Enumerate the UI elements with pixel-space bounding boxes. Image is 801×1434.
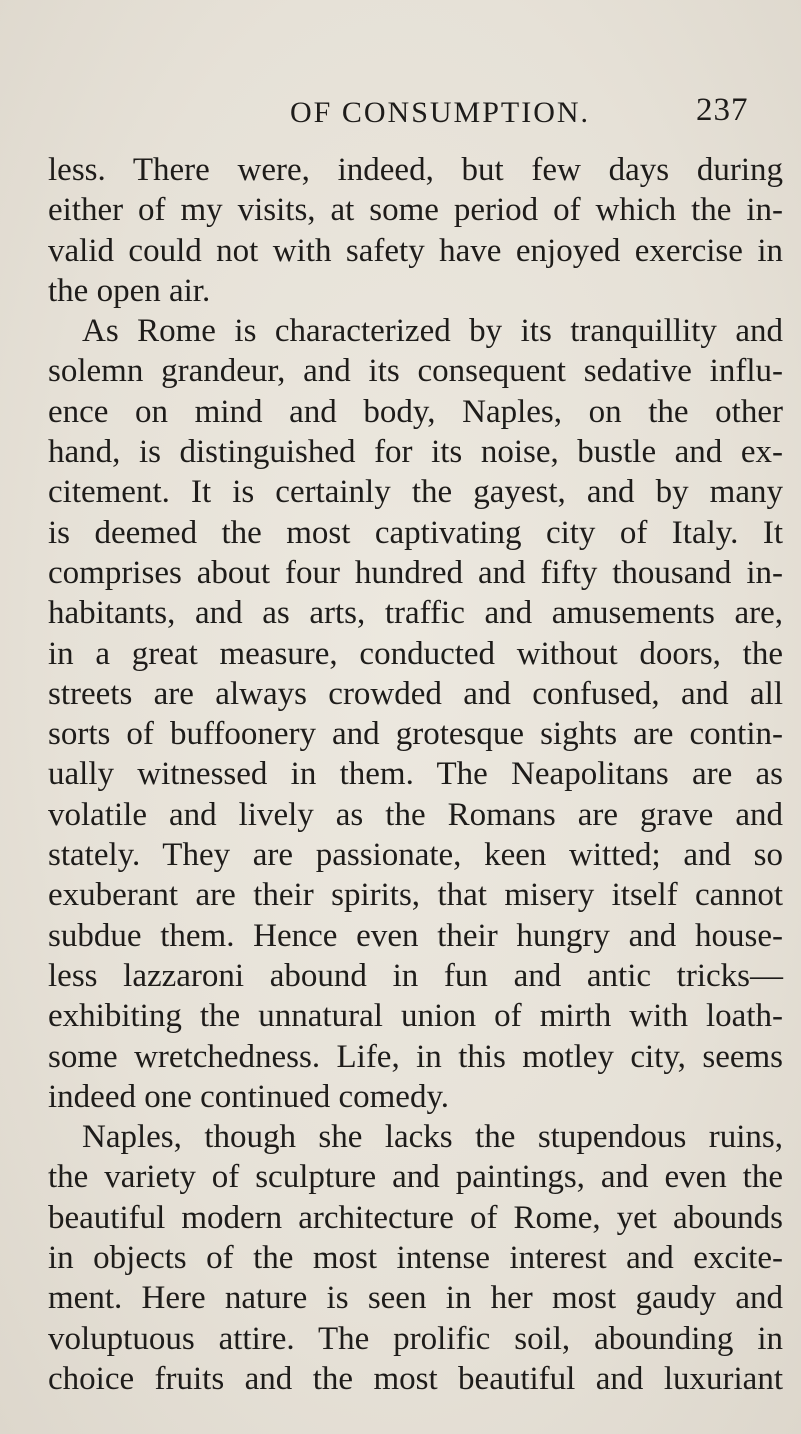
text-line: less lazzaroni abound in fun and antic tricks— <box>48 957 783 994</box>
text-line: As Rome is characterized by its tranquillity and <box>82 313 783 350</box>
text-line: choice fruits and the most beautiful and luxuriant <box>48 1360 783 1397</box>
text-line: hand, is distinguished for its noise, bustle and ex- <box>48 434 783 471</box>
text-line: some wretchedness. Life, in this motley city, seems <box>48 1038 783 1075</box>
text-line: exhibiting the unnatural union of mirth with loath- <box>48 998 783 1035</box>
text-line: either of my visits, at some period of which the in- <box>48 192 783 229</box>
page-number: 237 <box>696 92 749 128</box>
text-line: streets are always crowded and confused, and all <box>48 675 783 712</box>
text-line: subdue them. Hence even their hungry and house- <box>48 917 783 954</box>
text-line: solemn grandeur, and its consequent sedative influ- <box>48 353 783 390</box>
text-line: exuberant are their spirits, that misery itself cannot <box>48 877 783 914</box>
text-line: ence on mind and body, Naples, on the other <box>48 393 783 430</box>
text-line: is deemed the most captivating city of Italy. It <box>48 514 783 551</box>
text-line: the variety of sculpture and paintings, and even the <box>48 1159 783 1196</box>
text-line: ually witnessed in them. The Neapolitans are as <box>48 756 783 793</box>
text-line: beautiful modern architecture of Rome, yet abounds <box>48 1199 783 1236</box>
text-line: stately. They are passionate, keen witted; and so <box>48 837 783 874</box>
text-line: less. There were, indeed, but few days during <box>48 152 783 188</box>
text-line: ment. Here nature is seen in her most gaudy and <box>48 1280 783 1317</box>
text-line: indeed one continued comedy. <box>48 1078 450 1115</box>
running-header: OF CONSUMPTION. <box>290 96 591 129</box>
text-line: voluptuous attire. The prolific soil, abounding in <box>48 1320 783 1357</box>
text-line: in a great measure, conducted without doors, the <box>48 635 783 672</box>
text-line: in objects of the most intense interest and excite- <box>48 1240 783 1277</box>
text-line: Naples, though she lacks the stupendous ruins, <box>82 1119 783 1156</box>
body-text <box>48 150 783 1399</box>
text-line: citement. It is certainly the gayest, and by many <box>48 474 783 511</box>
text-line: sorts of buffoonery and grotesque sights are contin- <box>48 716 783 753</box>
text-line: valid could not with safety have enjoyed exercise in <box>48 232 783 269</box>
text-line: comprises about four hundred and fifty thousand in- <box>48 554 783 591</box>
text-line: volatile and lively as the Romans are grave and <box>48 796 783 833</box>
text-line: habitants, and as arts, traffic and amusements are, <box>48 595 783 632</box>
text-line: the open air. <box>48 272 211 309</box>
